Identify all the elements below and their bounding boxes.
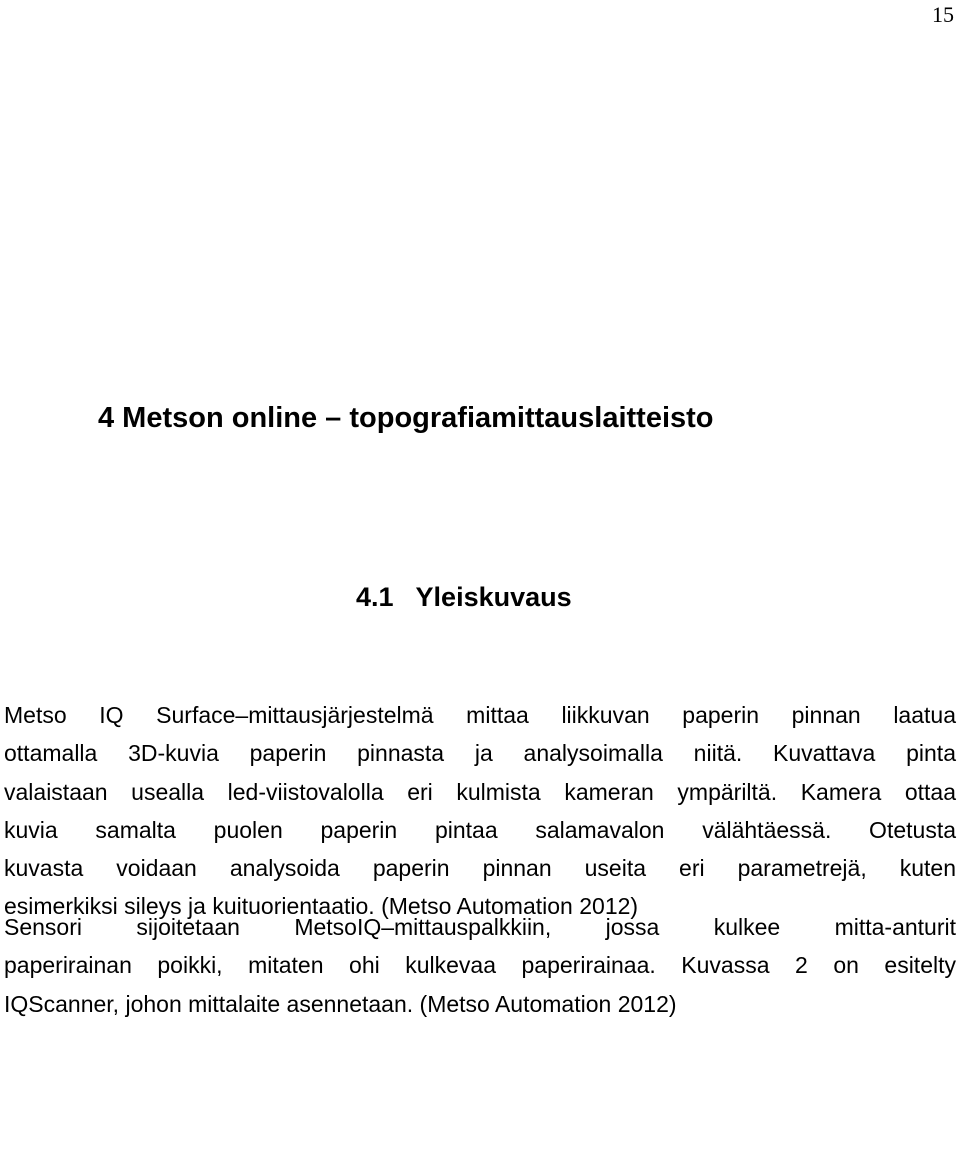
paragraph-overview xyxy=(4,696,956,926)
paragraph-line: ottamalla 3D-kuvia paperin pinnasta ja analysoimalla niitä. Kuvattava pinta xyxy=(4,740,956,767)
page-number: 15 xyxy=(932,2,954,27)
paragraph-line: valaistaan usealla led-viistovalolla eri kulmista kameran ympäriltä. Kamera ottaa xyxy=(4,778,956,805)
paragraph-line: esimerkiksi sileys ja kuituorientaatio. (Metso Automation 2012) xyxy=(4,893,639,920)
paragraph-line: paperirainan poikki, mitaten ohi kulkevaa paperirainaa. Kuvassa 2 on esitelty xyxy=(4,952,956,979)
paragraph-line: kuvia samalta puolen paperin pintaa salamavalon välähtäessä. Otetusta xyxy=(4,816,956,843)
section-number: 4.1 xyxy=(356,582,394,612)
paragraph-line: IQScanner, johon mittalaite asennetaan. (Metso Automation 2012) xyxy=(4,990,677,1017)
paragraph-sensor-body-text xyxy=(4,908,956,1023)
paragraph-line: Sensori sijoitetaan MetsoIQ–mittauspalkkiin, jossa kulkee mitta-anturit xyxy=(4,914,956,940)
chapter-heading: 4 Metson online – topografiamittauslaitteisto xyxy=(98,402,714,434)
section-title: Yleiskuvaus xyxy=(415,582,572,612)
paragraph-line: Metso IQ Surface–mittausjärjestelmä mittaa liikkuvan paperin pinnan laatua xyxy=(4,702,956,728)
paragraph-line: kuvasta voidaan analysoida paperin pinnan useita eri parametrejä, kuten xyxy=(4,855,956,882)
section-heading xyxy=(356,582,572,613)
